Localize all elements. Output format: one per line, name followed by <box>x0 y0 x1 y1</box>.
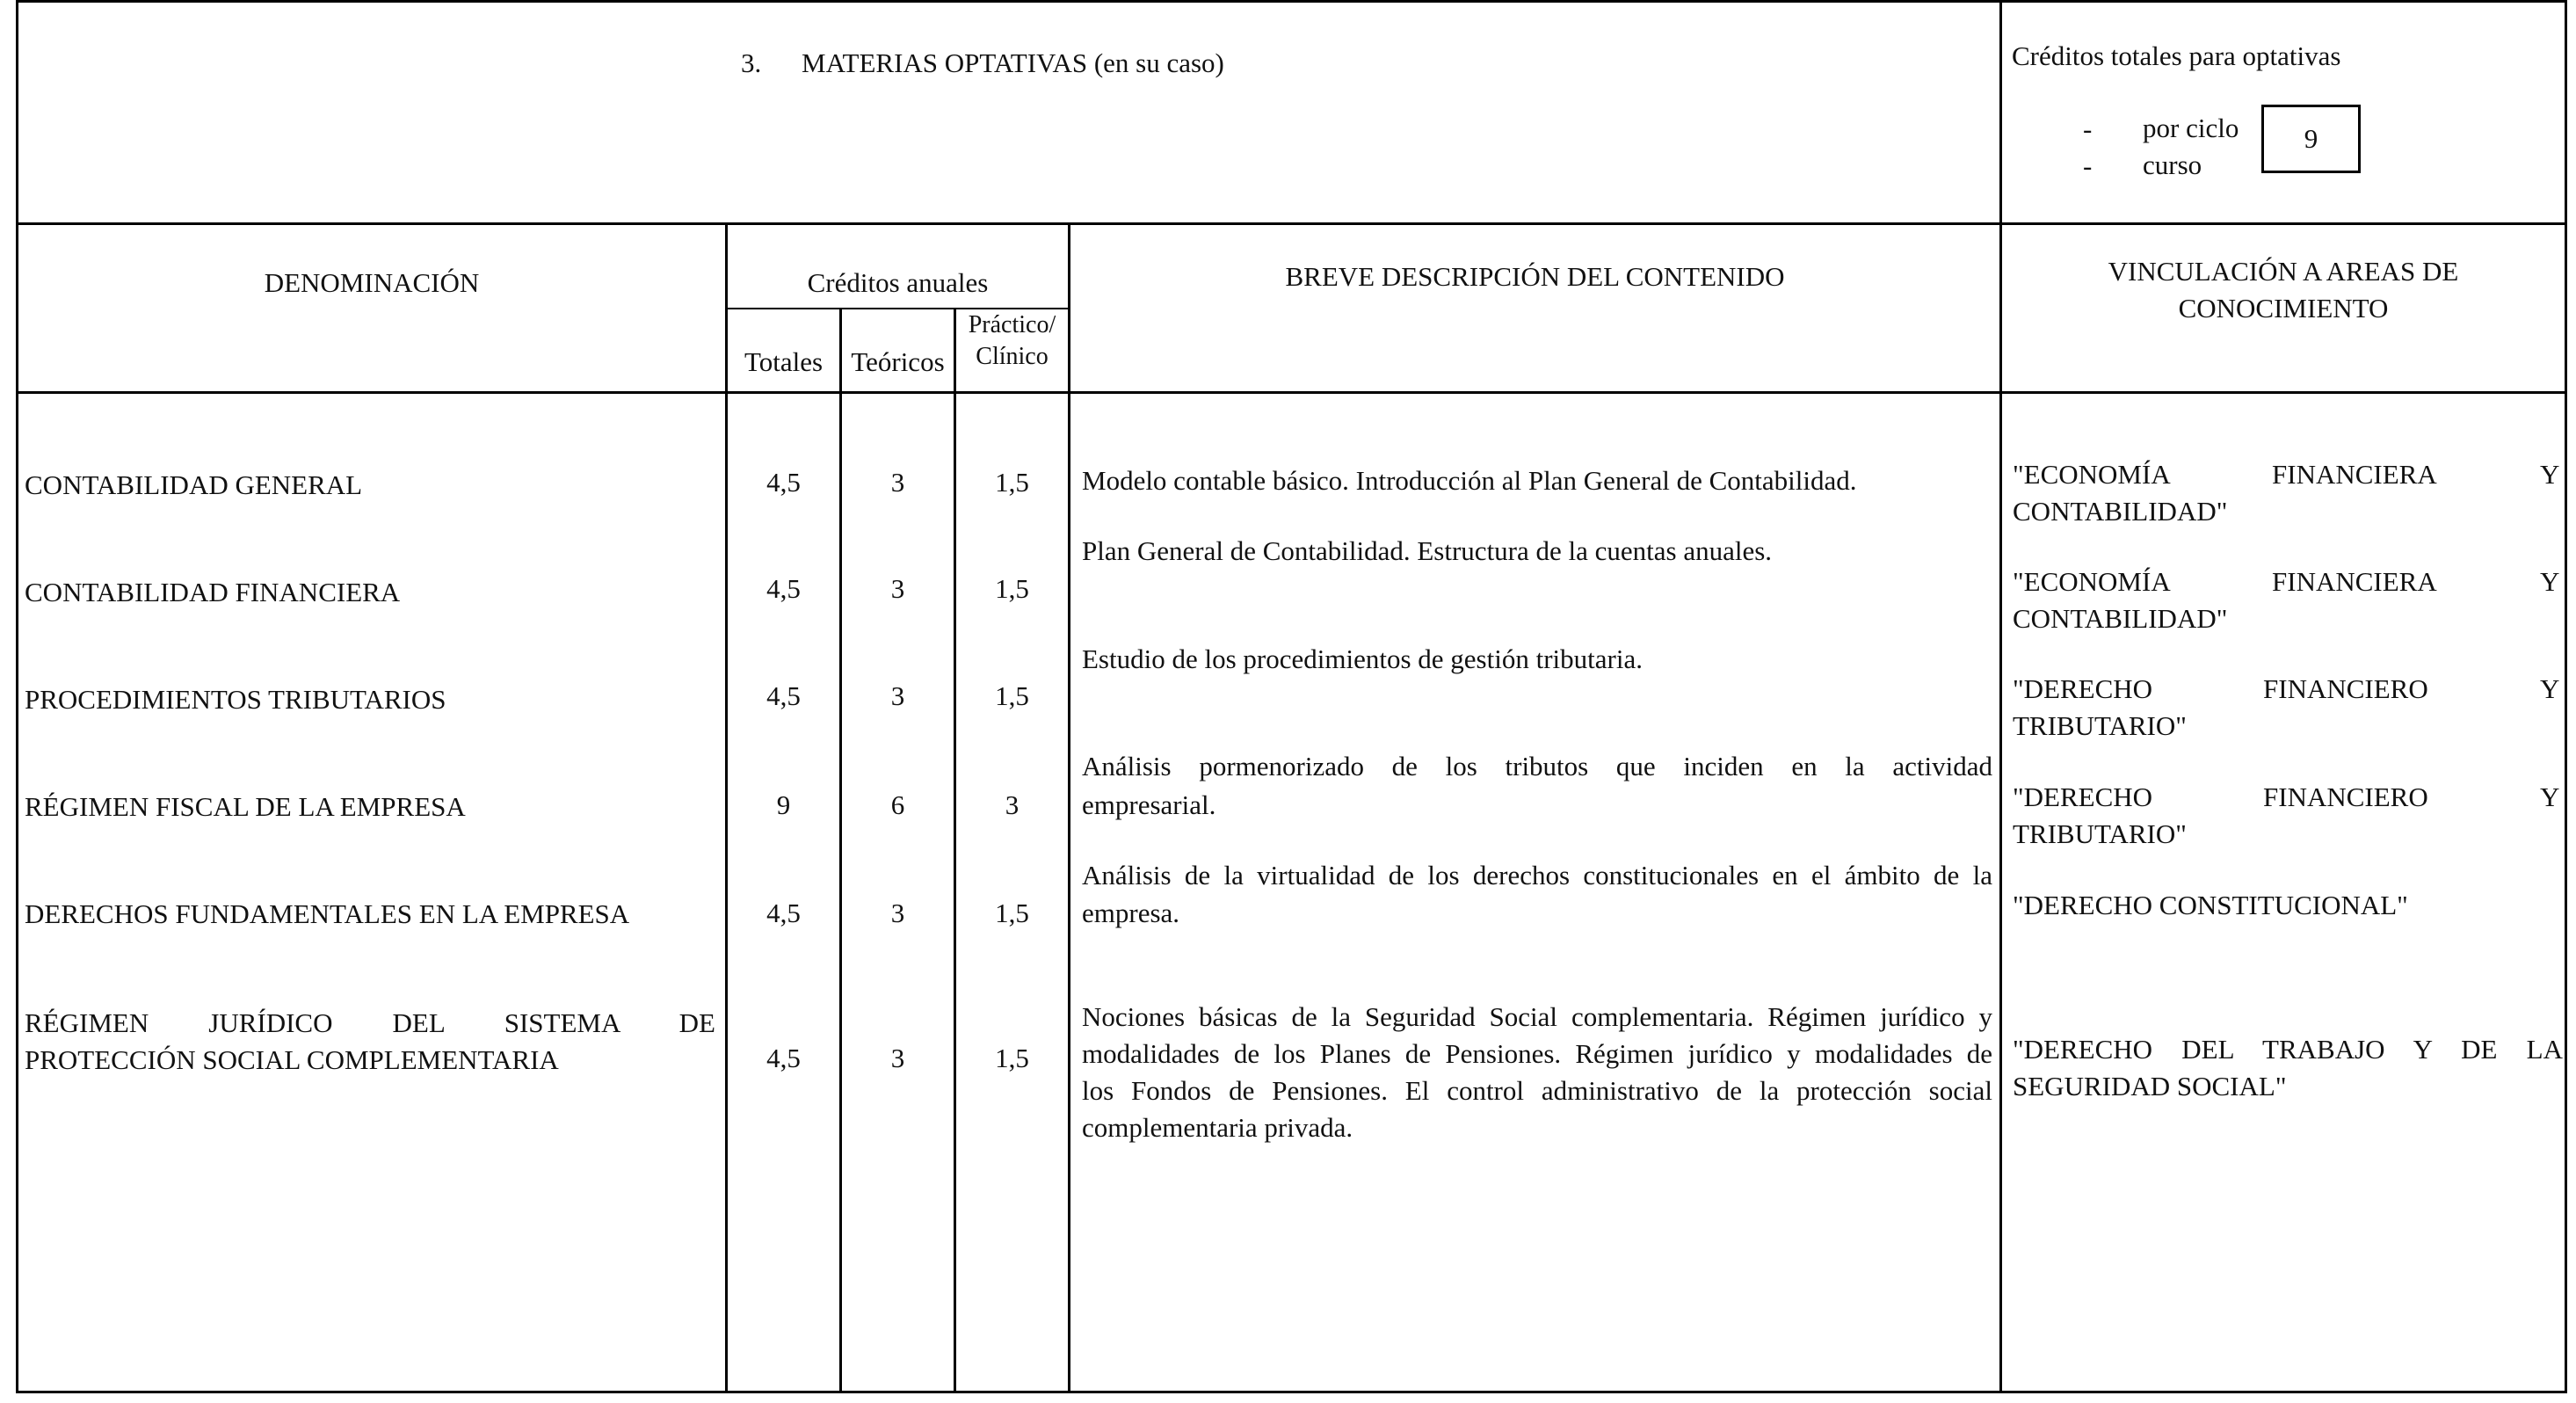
row-description-line2: modalidades de los Planes de Pensiones. Régimen jurídico y modalidades de <box>1082 1038 1992 1069</box>
border-bottom <box>16 1391 2567 1393</box>
col-header-practico-line2: Clínico <box>976 343 1049 370</box>
row-area-w3: Y <box>2540 459 2560 490</box>
row-description: Plan General de Contabilidad. Estructura de la cuentas anuales. <box>1082 535 1773 566</box>
row-description-line1: Nociones básicas de la Seguridad Social complementaria. Régimen jurídico y <box>1082 1001 1992 1032</box>
dash-por-ciclo: - <box>2083 113 2093 144</box>
row-area-w2: FINANCIERA <box>2272 459 2437 490</box>
row-practico: 1,5 <box>995 680 1029 711</box>
col-header-denominacion: DENOMINACIÓN <box>264 267 480 298</box>
row-practico: 3 <box>1005 789 1020 820</box>
section-title: MATERIAS OPTATIVAS (en su caso) <box>802 47 1224 78</box>
dash-curso: - <box>2083 150 2093 181</box>
credits-title: Créditos totales para optativas <box>2012 40 2341 71</box>
col-header-descripcion: BREVE DESCRIPCIÓN DEL CONTENIDO <box>1285 261 1785 292</box>
row-description-line2: empresarial. <box>1082 789 1216 820</box>
row-practico: 1,5 <box>995 573 1029 604</box>
row-teoricos: 3 <box>890 898 905 928</box>
row-area-w1: "DERECHO <box>2013 781 2153 812</box>
por-ciclo-value-box <box>2261 105 2361 173</box>
row-description-line3: los Fondos de Pensiones. El control administrativo de la protección social <box>1082 1075 1992 1106</box>
col-header-practico <box>956 309 1068 373</box>
col-header-teoricos: Teóricos <box>851 346 945 377</box>
row-area-w3: Y <box>2540 781 2560 812</box>
row-area-w2: FINANCIERO <box>2263 781 2428 812</box>
row-name: CONTABILIDAD FINANCIERA <box>25 577 401 607</box>
row-name: PROCEDIMIENTOS TRIBUTARIOS <box>25 684 446 715</box>
row-totales: 4,5 <box>766 898 801 928</box>
row-area-w3: Y <box>2540 673 2560 704</box>
por-ciclo-label: por ciclo <box>2143 113 2239 143</box>
row-area-w2: FINANCIERA <box>2272 566 2437 597</box>
col-header-practico-line1: Práctico/ <box>968 311 1056 338</box>
col-header-vinculacion-line1: VINCULACIÓN A AREAS DE <box>2108 256 2459 287</box>
row-name-line2: PROTECCIÓN SOCIAL COMPLEMENTARIA <box>25 1044 559 1075</box>
row-area-w1: "DERECHO <box>2013 673 2153 704</box>
row-description: Estudio de los procedimientos de gestión tributaria. <box>1082 643 1643 674</box>
row-totales: 4,5 <box>766 1043 801 1073</box>
row-teoricos: 3 <box>890 1043 905 1073</box>
row-teoricos: 3 <box>890 680 905 711</box>
border-right <box>2565 0 2567 1393</box>
row-totales: 9 <box>776 789 791 820</box>
row-area-line2: SEGURIDAD SOCIAL" <box>2013 1071 2287 1101</box>
row-area-w3: Y <box>2540 566 2560 597</box>
row-description-line2: empresa. <box>1082 898 1180 928</box>
row-practico: 1,5 <box>995 1043 1029 1073</box>
section-number: 3. <box>741 47 762 78</box>
row-area-line2: CONTABILIDAD" <box>2013 496 2228 527</box>
col-header-creditos-anuales: Créditos anuales <box>807 267 989 298</box>
row-area-line2: TRIBUTARIO" <box>2013 818 2187 849</box>
row-teoricos: 3 <box>890 573 905 604</box>
row-area-w1: "ECONOMÍA <box>2013 459 2171 490</box>
row-name: RÉGIMEN FISCAL DE LA EMPRESA <box>25 791 466 822</box>
col-header-totales: Totales <box>744 346 824 377</box>
row-name: CONTABILIDAD GENERAL <box>25 469 363 500</box>
col-rule-descripcion <box>1999 222 2002 1393</box>
rule-header-split <box>1999 0 2002 225</box>
row-teoricos: 6 <box>890 789 905 820</box>
row-practico: 1,5 <box>995 898 1029 928</box>
row-description: Modelo contable básico. Introducción al Plan General de Contabilidad. <box>1082 465 1857 496</box>
row-description-line1: Análisis pormenorizado de los tributos que inciden en la actividad <box>1082 751 1992 781</box>
row-area-w2: FINANCIERO <box>2263 673 2428 704</box>
col-rule-practico <box>1068 222 1070 1393</box>
row-description-line4: complementaria privada. <box>1082 1112 1353 1143</box>
row-area-line2: TRIBUTARIO" <box>2013 710 2187 741</box>
row-totales: 4,5 <box>766 680 801 711</box>
row-area-line1: "DERECHO DEL TRABAJO Y DE LA <box>2013 1034 2563 1065</box>
row-name: DERECHOS FUNDAMENTALES EN LA EMPRESA <box>25 898 630 929</box>
rule-header-bottom <box>16 222 2567 225</box>
row-area-line2: CONTABILIDAD" <box>2013 603 2228 634</box>
row-practico: 1,5 <box>995 467 1029 498</box>
col-header-vinculacion-line2: CONOCIMIENTO <box>2178 293 2389 323</box>
por-ciclo-value: 9 <box>2304 123 2318 154</box>
border-left <box>16 0 18 1393</box>
curso-label: curso <box>2143 149 2202 180</box>
row-area-w1: "ECONOMÍA <box>2013 566 2171 597</box>
row-area: "DERECHO CONSTITUCIONAL" <box>2013 890 2408 920</box>
col-header-vinculacion <box>2002 253 2565 327</box>
row-description-line1: Análisis de la virtualidad de los derechos constitucionales en el ámbito de la <box>1082 860 1992 891</box>
border-top <box>16 0 2567 3</box>
row-name-line1: RÉGIMEN JURÍDICO DEL SISTEMA DE <box>25 1007 715 1038</box>
rule-columns-bottom <box>16 391 2567 394</box>
row-totales: 4,5 <box>766 467 801 498</box>
row-teoricos: 3 <box>890 467 905 498</box>
row-totales: 4,5 <box>766 573 801 604</box>
